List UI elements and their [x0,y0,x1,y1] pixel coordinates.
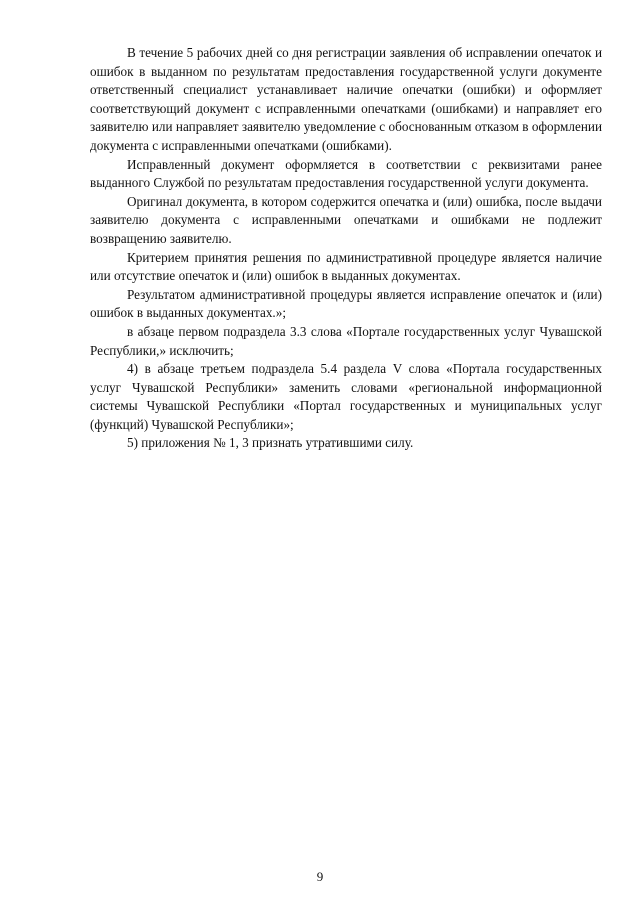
paragraph-corrected-document: Исправленный документ оформляется в соответствии с реквизитами ранее выданного Службой по результатам предоставления государственной услуги документа. [90,156,602,191]
paragraph-item-5: 5) приложения № 1, 3 признать утратившими силу. [127,435,414,451]
document-body [90,44,602,453]
paragraph-item-4: 4) в абзаце третьем подраздела 5.4 раздела V слова «Портала государственных услуг Чувашской Республики» заменить словами «региональной информационной системы Чувашской Республики «Портал государственных и муниципальных услуг (функций) Чувашской Республики»; [90,361,602,432]
paragraph-section-3-3: в абзаце первом подраздела 3.3 слова «Портале государственных услуг Чувашской Республики,» исключить; [90,323,602,358]
paragraph-procedure-result: Результатом административной процедуры является исправление опечаток и (или) ошибок в выданных документах.»; [90,286,602,321]
paragraph-decision-criterion: Критерием принятия решения по административной процедуре является наличие или отсутствие опечаток и (или) ошибок в выданных документах. [90,249,602,284]
page-number: 9 [316,869,324,884]
paragraph-original-document: Оригинал документа, в котором содержится опечатка и (или) ошибка, после выдачи заявителю документа с исправленными опечатками и ошибками не подлежит возвращению заявителю. [90,193,602,246]
paragraph-correction-deadline: В течение 5 рабочих дней со дня регистрации заявления об исправлении опечаток и ошибок в выданном по результатам предоставления государственной услуги документе ответственный специалист устанавливает наличие опечатки (ошибки) и оформляет соответствующий документ с исправленными опечатками (ошибками) и направляет его заявителю или направляет заявителю уведомление с обоснованным отказом в оформлении документа с исправленными опечатками (ошибками). [90,45,602,153]
